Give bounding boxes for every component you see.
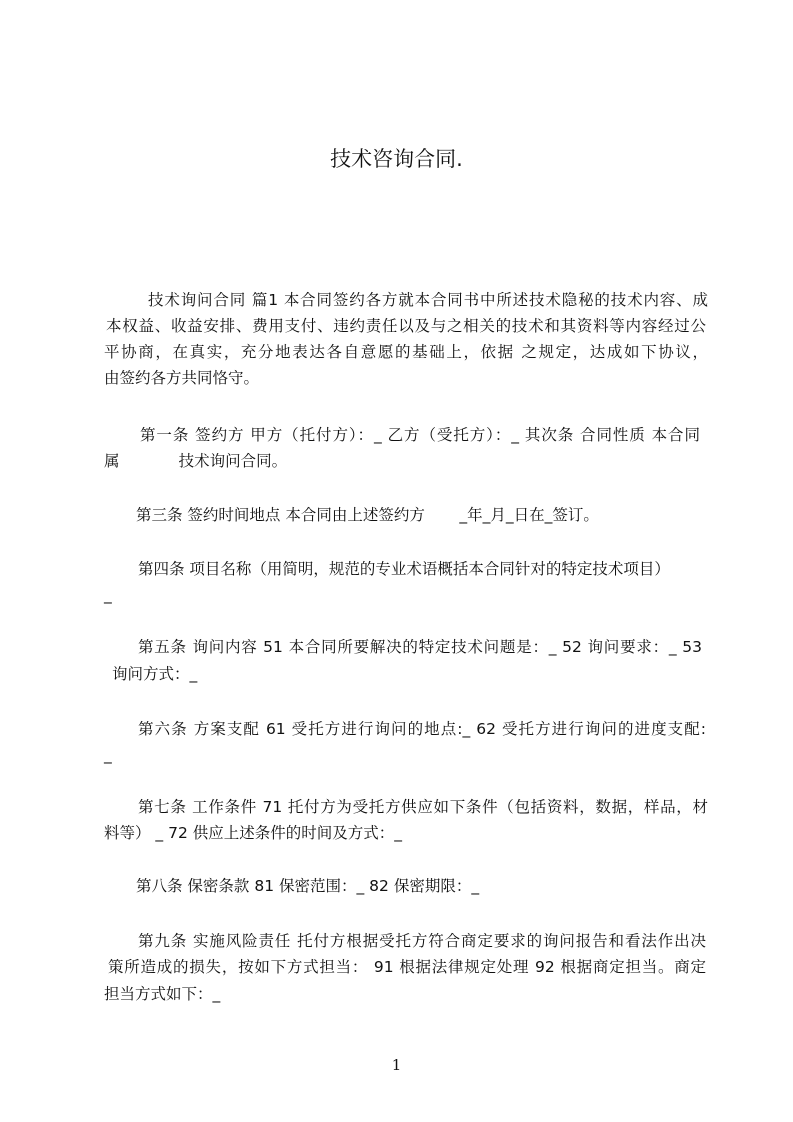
text-line: 第七条 工作条件 71 托付方为受托方供应如下条件（包括资料，数据，样品，材 xyxy=(138,798,708,816)
page-number: 1 xyxy=(391,1056,402,1074)
text-line: 技术询问合同 篇1 本合同签约各方就本合同书中所述技术隐秘的技术内容、成 xyxy=(148,291,708,309)
text-line: 第九条 实施风险责任 托付方根据受托方符合商定要求的询问报告和看法作出决 xyxy=(138,932,706,950)
text-line: 属 技术询问合同。 xyxy=(104,452,288,470)
text-line: 第三条 签约时间地点 本合同由上述签约方 _年_月_日在_签订。 xyxy=(136,506,599,524)
text-line: 询问方式：_ xyxy=(112,665,198,683)
text-line: 第四条 项目名称（用简明，规范的专业术语概括本合同针对的特定技术项目） xyxy=(138,560,670,578)
text-line: 平协商，在真实，充分地表达各自意愿的基础上，依据 之规定，达成如下协议， xyxy=(104,343,708,361)
text-line: _ xyxy=(104,746,112,764)
text-line: 策所造成的损失，按如下方式担当： 91 根据法律规定处理 92 根据商定担当。商定 xyxy=(108,958,706,976)
text-line: 第一条 签约方 甲方（托付方）：_ 乙方（受托方）：_ 其次条 合同性质 本合同 xyxy=(140,426,700,444)
text-line: 由签约各方共同恪守。 xyxy=(104,369,260,387)
text-line: 料等） _ 72 供应上述条件的时间及方式：_ xyxy=(104,824,403,842)
document-title: 技术咨询合同. xyxy=(330,147,463,171)
text-line: 担当方式如下：_ xyxy=(104,985,221,1003)
text-line: 第六条 方案支配 61 受托方进行询问的地点:_ 62 受托方进行询问的进度支配: xyxy=(138,720,706,738)
text-line: 第五条 询问内容 51 本合同所要解决的特定技术问题是：_ 52 询问要求：_ 53 xyxy=(138,638,702,656)
text-line: _ xyxy=(104,586,112,604)
text-line: 本权益、收益安排、费用支付、违约责任以及与之相关的技术和其资料等内容经过公 xyxy=(106,317,706,335)
text-line: 第八条 保密条款 81 保密范围：_ 82 保密期限：_ xyxy=(136,877,480,895)
